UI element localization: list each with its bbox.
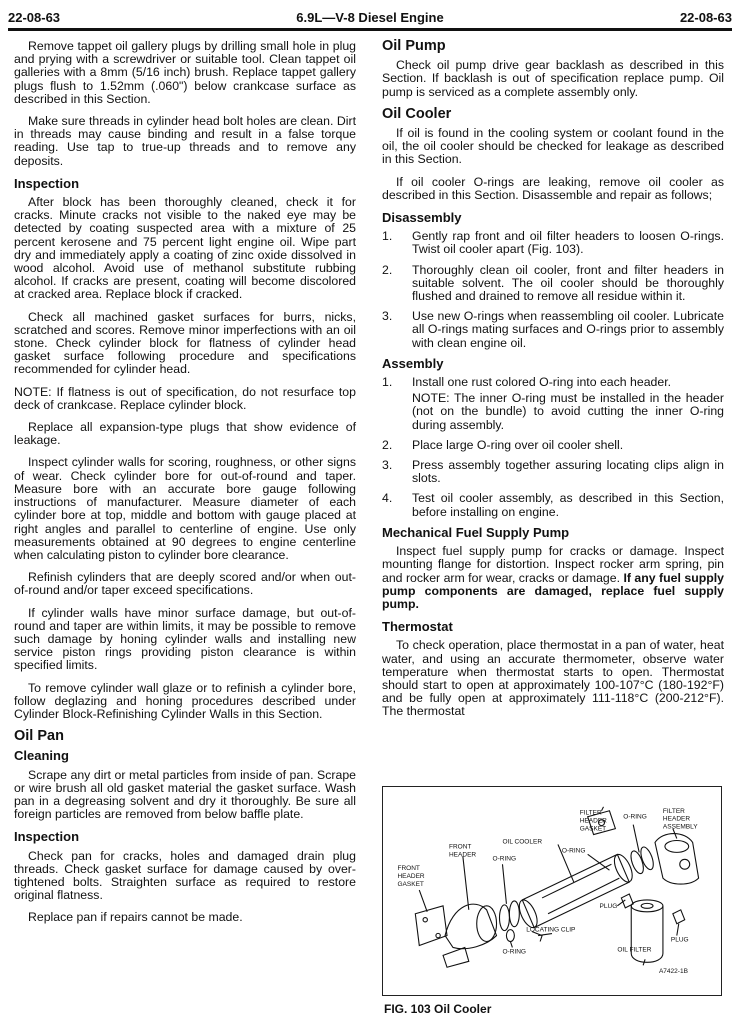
filter-header-assembly-shape bbox=[655, 834, 699, 885]
paragraph: Replace all expansion-type plugs that show evidence of leakage. bbox=[14, 420, 356, 448]
label-o-ring: O-RING bbox=[492, 855, 517, 863]
label-filter-header-gasket: GASKET bbox=[579, 825, 607, 833]
figure-code: A7422-1B bbox=[658, 968, 688, 976]
front-header-shape bbox=[445, 904, 497, 949]
assembly-note: NOTE: The inner O-ring must be installed in the header (not on the bundle) to avoid cutting the inner O-ring during assembly. bbox=[412, 391, 724, 432]
section-heading-oil-cooler: Oil Cooler bbox=[382, 105, 452, 122]
step-text: Use new O-rings when reassembling oil cooler. Lubricate all O-rings mating surfaces and O-rings prior to assembly with clean engine oil. bbox=[412, 309, 724, 350]
oil-filter-shape bbox=[631, 906, 663, 962]
assembly-steps bbox=[382, 376, 724, 519]
step-text: Gently rap front and oil filter headers to loosen O-rings. Twist oil cooler apart (Fig. 103). bbox=[412, 229, 724, 257]
section-heading-oil-pan: Oil Pan bbox=[14, 728, 64, 745]
step-number: 4. bbox=[382, 491, 393, 506]
step-text: Press assembly together assuring locating clips align in slots. bbox=[412, 458, 724, 486]
paragraph: Make sure threads in cylinder head bolt holes are clean. Dirt in threads may cause binding and result in a false torque reading. Use tap to true-up threads and to remove any deposits. bbox=[14, 114, 356, 168]
label-filter-header-gasket: HEADER bbox=[579, 817, 607, 825]
label-front-header-gasket: GASKET bbox=[397, 881, 424, 889]
paragraph bbox=[382, 545, 724, 611]
paragraph: If oil is found in the cooling system or coolant found in the oil, the oil cooler should be checked for leakage as described in this Section. bbox=[382, 126, 724, 167]
subheading-assembly: Assembly bbox=[382, 355, 444, 371]
step-number: 2. bbox=[382, 262, 393, 277]
subheading-inspection: Inspection bbox=[14, 829, 80, 845]
label-oil-cooler: OIL COOLER bbox=[502, 838, 543, 846]
left-column bbox=[14, 40, 356, 934]
label-filter-header-assembly: FILTER bbox=[662, 807, 685, 815]
label-front-header: FRONT bbox=[448, 843, 472, 851]
label-locating-clip: LOCATING CLIP bbox=[526, 926, 576, 934]
label-front-header: HEADER bbox=[448, 851, 477, 859]
label-o-ring: O-RING bbox=[623, 813, 647, 821]
label-front-header-gasket: FRONT bbox=[397, 865, 420, 873]
step-number: 1. bbox=[382, 375, 393, 390]
step-text: Thoroughly clean oil cooler, front and filter headers in suitable solvent. The oil cooler should be thoroughly flushed and drained to remove all residue within it. bbox=[412, 262, 724, 304]
label-plug: PLUG bbox=[670, 936, 689, 944]
oil-cooler-figure bbox=[382, 786, 722, 996]
step-number: 3. bbox=[382, 309, 393, 324]
label-oil-filter: OIL FILTER bbox=[617, 946, 652, 954]
header-page-number-left: 22-08-63 bbox=[8, 9, 61, 25]
step-text: Install one rust colored O-ring into each header. bbox=[412, 375, 672, 390]
paragraph: If oil cooler O-rings are leaking, remove oil cooler as described in this Section. Disassemble and repair as follows; bbox=[382, 174, 724, 202]
paragraph: After block has been thoroughly cleaned, check it for cracks. Minute cracks not visible to the naked eye may be detected by coating suspected area with a mixture of 25 percent kerosene and 75 percent light engine oil. Wipe part dry and immediately apply a coating of zinc oxide dissolved in wood alcohol. Avoid use of methanol substitute rubbing alcohol. If cracks are present, coating will become discolored at cracked area. Replace block if cracked. bbox=[14, 195, 356, 302]
paragraph: To check operation, place thermostat in a pan of water, heat water, and using an accurate thermometer, observe water temperature when thermostat starts to open. Thermostat should start to open at approximately 100-107°C (180-192°F) and be fully open at approximately 111-118°C (200-212°F). The thermostat bbox=[382, 638, 724, 719]
section-heading-oil-pump: Oil Pump bbox=[382, 38, 446, 54]
paragraph: Remove tappet oil gallery plugs by drilling small hole in plug and prying with a screwdriver or suitable tool. Clean tappet oil galleries with a 8mm (5/16 inch) brush. Replace tappet gallery plugs flush to 1.52mm (.060") below crankcase surface as described in this Section. bbox=[14, 39, 356, 106]
list-item bbox=[382, 439, 724, 452]
label-filter-header-gasket: FILTER bbox=[579, 809, 602, 817]
paragraph: Check all machined gasket surfaces for burrs, nicks, scratched and scores. Remove minor imperfections with an oil stone. Check cylinder block for flatness of cylinder head gasket surface following procedure and specifications recommended for cylinder head. bbox=[14, 309, 356, 377]
list-item bbox=[382, 459, 724, 485]
label-o-ring: O-RING bbox=[502, 948, 527, 956]
paragraph: Check pan for cracks, holes and damaged drain plug threads. Check gasket surface for damage caused by over-tightened bolts. Straighten surface as required to restore original flatness. bbox=[14, 848, 356, 903]
header-page-number-right: 22-08-63 bbox=[679, 9, 732, 25]
paragraph: If cylinder walls have minor surface damage, but out-of-round and taper are within limits, it may be possible to remove such damage by honing cylinder walls and installing new service piston rings providing piston clearance is within specified limits. bbox=[14, 605, 356, 673]
note-paragraph: NOTE: If flatness is out of specification, do not resurface top deck of crankcase. Replace cylinder block. bbox=[14, 384, 356, 412]
label-front-header-gasket: HEADER bbox=[397, 873, 425, 881]
header-title: 6.9L—V-8 Diesel Engine bbox=[296, 9, 444, 25]
o-ring-shape bbox=[500, 905, 510, 931]
paragraph: Check oil pump drive gear backlash as described in this Section. If backlash is out of specification replace pump. Oil pump is serviced as a complete assembly only. bbox=[382, 58, 724, 99]
label-plug: PLUG bbox=[599, 902, 618, 910]
step-number: 1. bbox=[382, 229, 393, 244]
right-column bbox=[382, 40, 724, 728]
label-o-ring: O-RING bbox=[561, 847, 586, 855]
list-item bbox=[382, 376, 724, 432]
paragraph-text: Inspect fuel supply pump for cracks or damage. Inspect mounting flange for distortion. Inspect rocker arm spring, pin and rocker arm for wear, cracks or damage. bbox=[382, 544, 724, 585]
label-filter-header-assembly: ASSEMBLY bbox=[662, 823, 698, 831]
header-rule bbox=[8, 28, 732, 31]
paragraph: To remove cylinder wall glaze or to refinish a cylinder bore, follow deglazing and honing procedures described under Cylinder Block-Refinishing Cylinder Walls in this Section. bbox=[14, 680, 356, 721]
front-header-gasket-shape bbox=[415, 906, 447, 946]
step-number: 2. bbox=[382, 437, 393, 452]
subheading-thermostat: Thermostat bbox=[382, 619, 453, 635]
section-heading-inspection: Inspection bbox=[14, 175, 80, 191]
figure-labels bbox=[397, 808, 698, 975]
step-number: 3. bbox=[382, 458, 393, 473]
list-item bbox=[382, 230, 724, 256]
list-item bbox=[382, 492, 724, 518]
oil-cooler-body-shape bbox=[522, 854, 629, 927]
paragraph: Refinish cylinders that are deeply scored and/or when out-of-round and/or taper exceed specifications. bbox=[14, 570, 356, 598]
oil-cooler-diagram bbox=[383, 787, 721, 995]
subheading-fuel-supply-pump: Mechanical Fuel Supply Pump bbox=[382, 524, 570, 540]
disassembly-steps bbox=[382, 230, 724, 350]
list-item bbox=[382, 310, 724, 350]
paragraph: Replace pan if repairs cannot be made. bbox=[28, 910, 243, 925]
subheading-cleaning: Cleaning bbox=[14, 748, 69, 764]
subheading-disassembly: Disassembly bbox=[382, 210, 462, 226]
label-filter-header-assembly: HEADER bbox=[662, 815, 691, 823]
page-header bbox=[8, 6, 732, 28]
step-text: Place large O-ring over oil cooler shell. bbox=[412, 437, 624, 452]
paragraph: Inspect cylinder walls for scoring, roughness, or other signs of wear. Check cylinder bore for out-of-round and taper. Measure bore with an accurate bore gauge following instructions of manufacturer. Measure diameter of each cylinder bore at top, middle and bottom with gauge placed at right angles and parallel to centerline of engine. Use only measurements obtained at 90 degrees to engine centerline when calculating piston to cylinder bore clearance. bbox=[14, 455, 356, 562]
step-text: Test oil cooler assembly, as described in this Section, before installing on engine. bbox=[412, 491, 724, 519]
figure-caption: FIG. 103 Oil Cooler bbox=[384, 1002, 492, 1016]
list-item bbox=[382, 264, 724, 304]
warning-text: If any fuel supply pump components are damaged, replace fuel supply pump. bbox=[382, 570, 724, 611]
step-text-with-note bbox=[412, 376, 724, 432]
paragraph: Scrape any dirt or metal particles from inside of pan. Scrape or wire brush all old gasket material the gasket surface. Wash pan in a degreasing solvent and dry it thoroughly. Be sure all foreign particles are removed from below baffle plate. bbox=[14, 767, 356, 822]
